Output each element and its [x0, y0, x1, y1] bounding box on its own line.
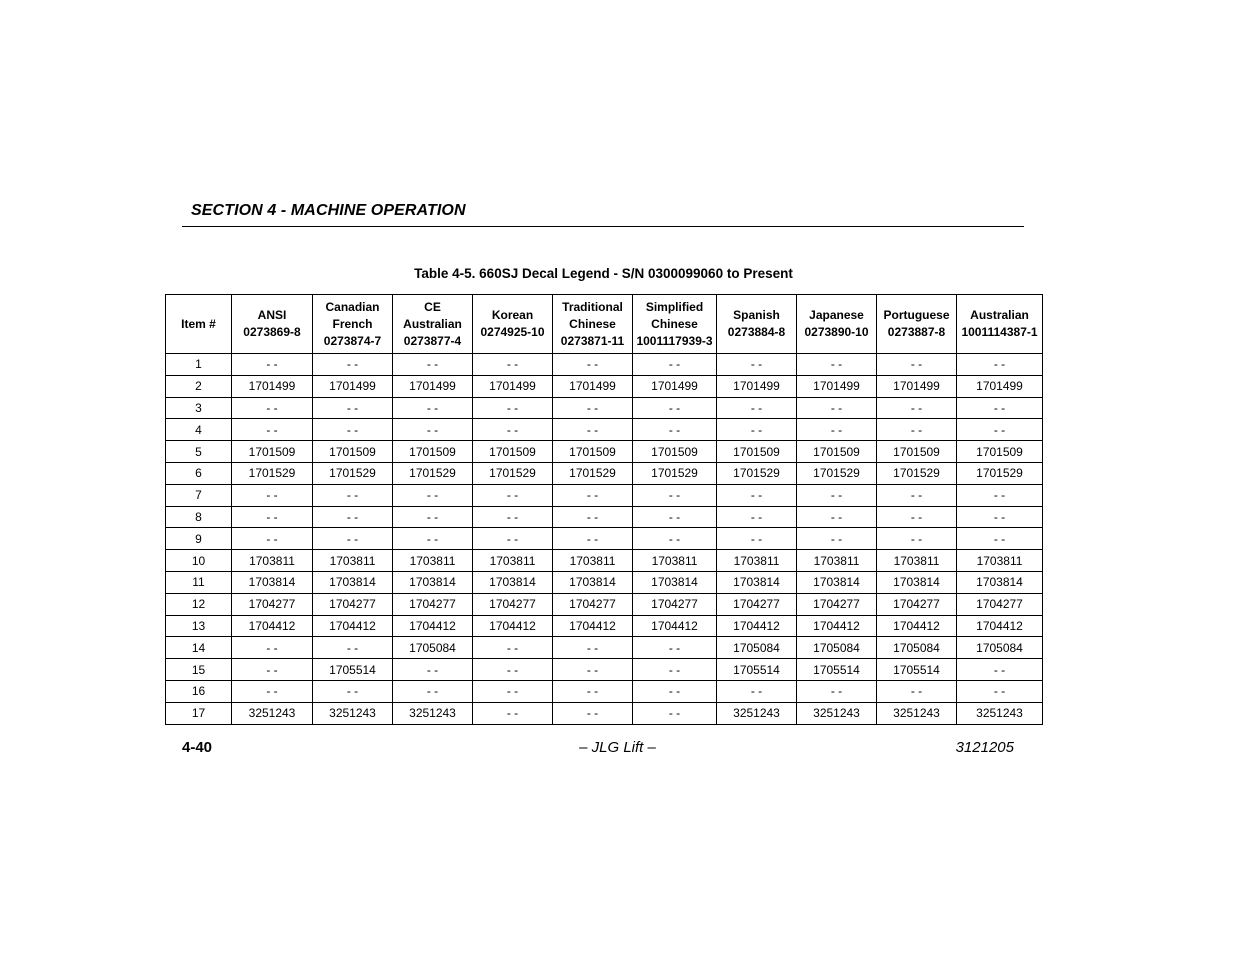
- column-header-line: Portuguese: [883, 308, 950, 322]
- decal-part-cell: - -: [877, 484, 957, 506]
- table-row: [166, 375, 1043, 397]
- decal-part-cell: 1704277: [797, 593, 877, 615]
- column-header-line: 1001117939-3: [636, 333, 713, 348]
- decal-part-cell: 1701529: [877, 462, 957, 484]
- table-row: [166, 680, 1043, 702]
- decal-part-cell: 1701509: [553, 441, 633, 463]
- decal-part-cell: 1705084: [957, 637, 1043, 659]
- item-number-cell: 5: [166, 441, 232, 463]
- decal-part-cell: - -: [957, 680, 1043, 702]
- column-header: [957, 295, 1043, 354]
- column-header: [553, 295, 633, 354]
- decal-part-cell: 1704277: [717, 593, 797, 615]
- decal-part-cell: 1701509: [473, 441, 553, 463]
- table-row: [166, 637, 1043, 659]
- decal-part-cell: 1703814: [717, 571, 797, 593]
- decal-part-cell: - -: [797, 354, 877, 376]
- decal-part-cell: 1703814: [877, 571, 957, 593]
- column-header-line: 1001114387-1: [961, 325, 1038, 339]
- decal-part-cell: - -: [553, 484, 633, 506]
- decal-part-cell: - -: [957, 659, 1043, 681]
- column-header: [166, 295, 232, 354]
- decal-part-cell: - -: [313, 506, 393, 528]
- decal-part-cell: 1703814: [393, 571, 473, 593]
- decal-part-cell: - -: [393, 484, 473, 506]
- decal-part-cell: - -: [553, 637, 633, 659]
- decal-part-cell: - -: [553, 659, 633, 681]
- decal-part-cell: - -: [393, 419, 473, 441]
- decal-part-cell: 1704412: [553, 615, 633, 637]
- decal-part-cell: - -: [797, 506, 877, 528]
- decal-part-cell: 1703811: [393, 550, 473, 572]
- decal-part-cell: - -: [553, 528, 633, 550]
- decal-part-cell: 1705514: [313, 659, 393, 681]
- decal-part-cell: - -: [232, 680, 313, 702]
- column-header-line: Chinese: [651, 316, 698, 331]
- decal-part-cell: 1701529: [393, 462, 473, 484]
- decal-part-cell: - -: [633, 702, 717, 724]
- column-header: [313, 295, 393, 354]
- decal-part-cell: - -: [232, 528, 313, 550]
- decal-part-cell: 1704412: [957, 615, 1043, 637]
- decal-part-cell: - -: [717, 528, 797, 550]
- column-header-line: 0273887-8: [887, 325, 946, 339]
- decal-part-cell: 1701499: [957, 375, 1043, 397]
- decal-part-cell: - -: [957, 354, 1043, 376]
- decal-part-cell: - -: [877, 680, 957, 702]
- decal-part-cell: - -: [633, 637, 717, 659]
- decal-part-cell: - -: [393, 659, 473, 681]
- decal-part-cell: - -: [232, 419, 313, 441]
- decal-part-cell: 3251243: [393, 702, 473, 724]
- decal-part-cell: 1704277: [633, 593, 717, 615]
- column-header-line: 0273884-8: [727, 325, 786, 339]
- table-row: [166, 659, 1043, 681]
- page-number: 4-40: [182, 739, 213, 756]
- decal-part-cell: - -: [313, 397, 393, 419]
- decal-part-cell: - -: [473, 528, 553, 550]
- decal-part-cell: 3251243: [313, 702, 393, 724]
- item-number-cell: 9: [166, 528, 232, 550]
- decal-part-cell: 1705084: [717, 637, 797, 659]
- column-header: [717, 295, 797, 354]
- document-number: 3121205: [955, 739, 1014, 756]
- decal-part-cell: 1703814: [313, 571, 393, 593]
- decal-part-cell: 1701499: [717, 375, 797, 397]
- decal-part-cell: 1701509: [633, 441, 717, 463]
- item-number-cell: 10: [166, 550, 232, 572]
- decal-part-cell: 3251243: [797, 702, 877, 724]
- decal-part-cell: - -: [877, 419, 957, 441]
- table-header: [166, 295, 1043, 354]
- decal-part-cell: - -: [633, 419, 717, 441]
- column-header-line: Traditional: [562, 299, 623, 314]
- decal-part-cell: - -: [232, 484, 313, 506]
- decal-part-cell: 1705514: [877, 659, 957, 681]
- decal-part-cell: 3251243: [877, 702, 957, 724]
- column-header-line: 0273871-11: [560, 333, 625, 348]
- decal-part-cell: - -: [957, 506, 1043, 528]
- column-header: [797, 295, 877, 354]
- decal-part-cell: - -: [633, 680, 717, 702]
- decal-part-cell: - -: [633, 354, 717, 376]
- item-number-cell: 1: [166, 354, 232, 376]
- decal-part-cell: - -: [797, 528, 877, 550]
- decal-part-cell: - -: [473, 354, 553, 376]
- header-row: [166, 295, 1043, 354]
- decal-part-cell: 1705514: [797, 659, 877, 681]
- decal-part-cell: 1704412: [232, 615, 313, 637]
- decal-part-cell: 1701509: [797, 441, 877, 463]
- decal-part-cell: 1703811: [633, 550, 717, 572]
- decal-part-cell: 1705514: [717, 659, 797, 681]
- decal-part-cell: - -: [393, 528, 473, 550]
- column-header-line: Spanish: [733, 308, 780, 322]
- column-header-line: Japanese: [809, 308, 864, 322]
- decal-part-cell: 1703811: [797, 550, 877, 572]
- decal-part-cell: 1703811: [717, 550, 797, 572]
- decal-part-cell: 1704277: [232, 593, 313, 615]
- item-number-cell: 15: [166, 659, 232, 681]
- decal-part-cell: - -: [553, 506, 633, 528]
- table-caption: Table 4-5. 660SJ Decal Legend - S/N 0300099060 to Present: [414, 266, 793, 281]
- decal-part-cell: - -: [553, 419, 633, 441]
- decal-part-cell: - -: [553, 397, 633, 419]
- decal-part-cell: 1701499: [797, 375, 877, 397]
- decal-part-cell: 1703811: [877, 550, 957, 572]
- table-row: [166, 593, 1043, 615]
- decal-part-cell: 1704412: [393, 615, 473, 637]
- decal-part-cell: - -: [553, 702, 633, 724]
- column-header-line: ANSI: [257, 308, 287, 322]
- decal-part-cell: - -: [717, 419, 797, 441]
- column-header-line: Canadian: [325, 299, 380, 314]
- decal-part-cell: - -: [633, 659, 717, 681]
- decal-part-cell: - -: [473, 680, 553, 702]
- decal-part-cell: 1704412: [717, 615, 797, 637]
- decal-part-cell: - -: [473, 637, 553, 659]
- column-header-line: Korean: [491, 308, 534, 322]
- decal-part-cell: - -: [313, 528, 393, 550]
- decal-part-cell: - -: [393, 680, 473, 702]
- decal-part-cell: 1703811: [313, 550, 393, 572]
- column-header-line: Item #: [181, 316, 216, 331]
- decal-part-cell: - -: [877, 397, 957, 419]
- decal-part-cell: - -: [633, 528, 717, 550]
- decal-part-cell: 1705084: [393, 637, 473, 659]
- table-row: [166, 484, 1043, 506]
- item-number-cell: 17: [166, 702, 232, 724]
- decal-part-cell: 1705084: [877, 637, 957, 659]
- decal-part-cell: - -: [473, 419, 553, 441]
- decal-part-cell: - -: [393, 354, 473, 376]
- decal-part-cell: 1704277: [553, 593, 633, 615]
- decal-part-cell: 1701499: [232, 375, 313, 397]
- section-header: [182, 202, 1024, 227]
- decal-part-cell: 1701509: [957, 441, 1043, 463]
- item-number-cell: 2: [166, 375, 232, 397]
- decal-part-cell: 1701499: [313, 375, 393, 397]
- decal-part-cell: - -: [313, 419, 393, 441]
- decal-part-cell: 1701509: [393, 441, 473, 463]
- table-row: [166, 354, 1043, 376]
- decal-part-cell: 1703814: [473, 571, 553, 593]
- table-row: [166, 462, 1043, 484]
- decal-part-cell: 1701509: [877, 441, 957, 463]
- decal-part-cell: - -: [797, 419, 877, 441]
- item-number-cell: 4: [166, 419, 232, 441]
- decal-part-cell: - -: [633, 397, 717, 419]
- decal-part-cell: 1703811: [553, 550, 633, 572]
- decal-legend-table: [165, 294, 1043, 725]
- decal-part-cell: 1704412: [797, 615, 877, 637]
- decal-part-cell: 1701499: [633, 375, 717, 397]
- column-header-line: CE: [424, 299, 441, 314]
- decal-part-cell: 1701529: [232, 462, 313, 484]
- decal-part-cell: 1703814: [633, 571, 717, 593]
- decal-part-cell: 1704277: [473, 593, 553, 615]
- column-header-line: French: [332, 316, 373, 331]
- decal-part-cell: 1701509: [232, 441, 313, 463]
- table-row: [166, 571, 1043, 593]
- decal-part-cell: - -: [313, 637, 393, 659]
- column-header-line: Simplified: [645, 299, 704, 314]
- decal-part-cell: 1704412: [473, 615, 553, 637]
- decal-part-cell: - -: [877, 506, 957, 528]
- column-header-line: 0273890-10: [804, 325, 869, 339]
- decal-part-cell: 1704277: [393, 593, 473, 615]
- item-number-cell: 16: [166, 680, 232, 702]
- table-row: [166, 506, 1043, 528]
- decal-part-cell: - -: [232, 506, 313, 528]
- item-number-cell: 3: [166, 397, 232, 419]
- decal-part-cell: - -: [473, 659, 553, 681]
- column-header-line: 0273869-8: [243, 325, 301, 339]
- decal-part-cell: - -: [797, 484, 877, 506]
- table-row: [166, 550, 1043, 572]
- decal-part-cell: 1701529: [553, 462, 633, 484]
- decal-part-cell: 1701529: [717, 462, 797, 484]
- decal-part-cell: - -: [957, 528, 1043, 550]
- table-row: [166, 615, 1043, 637]
- decal-part-cell: - -: [957, 419, 1043, 441]
- decal-part-cell: 1704277: [313, 593, 393, 615]
- decal-part-cell: 3251243: [232, 702, 313, 724]
- decal-part-cell: 1701509: [717, 441, 797, 463]
- item-number-cell: 12: [166, 593, 232, 615]
- decal-part-cell: - -: [313, 354, 393, 376]
- decal-part-cell: 1701529: [313, 462, 393, 484]
- decal-part-cell: 3251243: [717, 702, 797, 724]
- decal-part-cell: - -: [957, 397, 1043, 419]
- decal-part-cell: - -: [473, 397, 553, 419]
- decal-part-cell: - -: [797, 397, 877, 419]
- decal-part-cell: 1703814: [553, 571, 633, 593]
- decal-part-cell: - -: [717, 680, 797, 702]
- decal-part-cell: 1704277: [957, 593, 1043, 615]
- decal-part-cell: - -: [232, 354, 313, 376]
- decal-part-cell: 1704412: [877, 615, 957, 637]
- decal-part-cell: 1701529: [473, 462, 553, 484]
- column-header: [473, 295, 553, 354]
- table-row: [166, 702, 1043, 724]
- decal-part-cell: 1701529: [797, 462, 877, 484]
- item-number-cell: 11: [166, 571, 232, 593]
- column-header-line: 0273874-7: [323, 333, 382, 348]
- decal-part-cell: - -: [473, 484, 553, 506]
- column-header-line: Australian: [403, 316, 462, 331]
- decal-part-cell: - -: [553, 354, 633, 376]
- decal-part-cell: 1701529: [957, 462, 1043, 484]
- decal-part-cell: - -: [877, 528, 957, 550]
- decal-part-cell: - -: [717, 506, 797, 528]
- table-row: [166, 397, 1043, 419]
- decal-part-cell: 1703811: [473, 550, 553, 572]
- decal-part-cell: 1701499: [473, 375, 553, 397]
- item-number-cell: 6: [166, 462, 232, 484]
- footer-brand: – JLG Lift –: [579, 739, 656, 756]
- column-header-line: 0274925-10: [480, 325, 545, 339]
- decal-part-cell: - -: [313, 484, 393, 506]
- decal-part-cell: - -: [717, 397, 797, 419]
- decal-part-cell: 1701499: [393, 375, 473, 397]
- column-header-line: 0273877-4: [403, 333, 462, 348]
- decal-part-cell: 1703814: [957, 571, 1043, 593]
- decal-part-cell: - -: [473, 506, 553, 528]
- table-row: [166, 441, 1043, 463]
- decal-part-cell: 1703811: [232, 550, 313, 572]
- decal-part-cell: - -: [473, 702, 553, 724]
- decal-part-cell: - -: [717, 354, 797, 376]
- decal-part-cell: 1703814: [797, 571, 877, 593]
- decal-part-cell: - -: [232, 637, 313, 659]
- decal-part-cell: - -: [232, 659, 313, 681]
- decal-part-cell: 1704412: [313, 615, 393, 637]
- item-number-cell: 8: [166, 506, 232, 528]
- table-row: [166, 419, 1043, 441]
- decal-part-cell: 1703811: [957, 550, 1043, 572]
- decal-part-cell: - -: [717, 484, 797, 506]
- decal-part-cell: - -: [877, 354, 957, 376]
- decal-part-cell: - -: [232, 397, 313, 419]
- decal-part-cell: 1705084: [797, 637, 877, 659]
- decal-part-cell: 1703814: [232, 571, 313, 593]
- decal-part-cell: 1701529: [633, 462, 717, 484]
- decal-part-cell: - -: [393, 397, 473, 419]
- decal-part-cell: 1701499: [877, 375, 957, 397]
- decal-part-cell: 1704412: [633, 615, 717, 637]
- item-number-cell: 14: [166, 637, 232, 659]
- column-header: [877, 295, 957, 354]
- decal-part-cell: 1704277: [877, 593, 957, 615]
- column-header-line: Australian: [970, 308, 1029, 322]
- decal-part-cell: - -: [633, 484, 717, 506]
- column-header: [232, 295, 313, 354]
- decal-part-cell: 1701509: [313, 441, 393, 463]
- item-number-cell: 13: [166, 615, 232, 637]
- section-title: SECTION 4 - MACHINE OPERATION: [191, 202, 466, 219]
- decal-part-cell: 1701499: [553, 375, 633, 397]
- decal-part-cell: - -: [553, 680, 633, 702]
- decal-part-cell: - -: [393, 506, 473, 528]
- column-header-line: Chinese: [569, 316, 616, 331]
- column-header: [393, 295, 473, 354]
- table-body: [166, 354, 1043, 725]
- decal-part-cell: 3251243: [957, 702, 1043, 724]
- table-row: [166, 528, 1043, 550]
- decal-part-cell: - -: [633, 506, 717, 528]
- item-number-cell: 7: [166, 484, 232, 506]
- column-header: [633, 295, 717, 354]
- decal-part-cell: - -: [313, 680, 393, 702]
- decal-part-cell: - -: [797, 680, 877, 702]
- decal-part-cell: - -: [957, 484, 1043, 506]
